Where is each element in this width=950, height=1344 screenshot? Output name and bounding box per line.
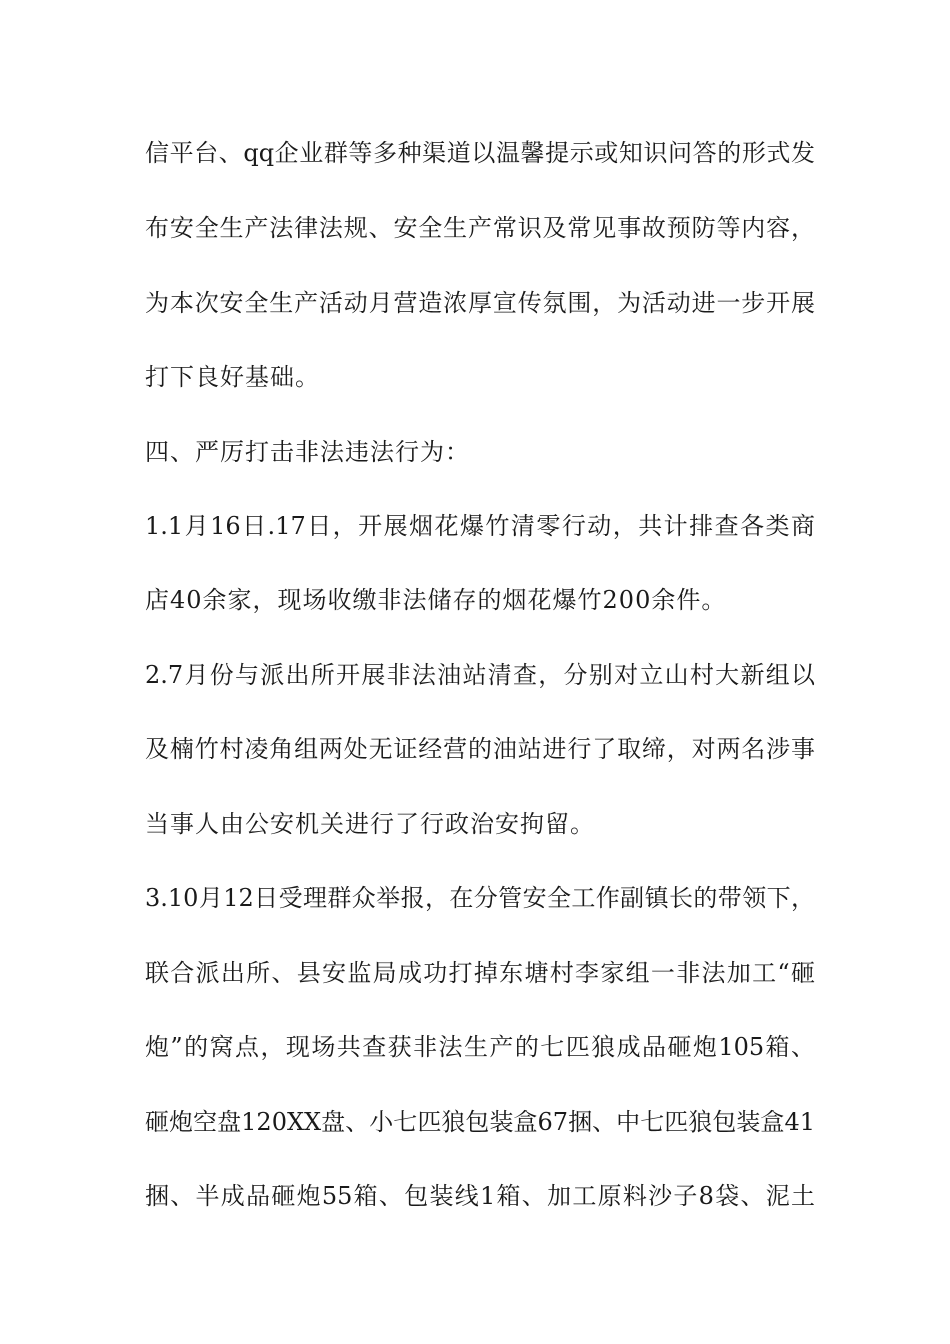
paragraph-line: 砸炮空盘120XX盘、小七匹狼包装盒67捆、中七匹狼包装盒41 (145, 1108, 815, 1136)
paragraph-line: 1.1月16日.17日，开展烟花爆竹清零行动，共计排查各类商 (145, 512, 815, 540)
paragraph-line: 炮”的窝点，现场共查获非法生产的七匹狼成品砸炮105箱、 (145, 1033, 815, 1061)
paragraph-line: 布安全生产法律法规、安全生产常识及常见事故预防等内容， (145, 214, 815, 242)
paragraph-line: 信平台、qq企业群等多种渠道以温馨提示或知识问答的形式发 (145, 139, 815, 167)
paragraph-line: 联合派出所、县安监局成功打掉东塘村李家组一非法加工“砸 (145, 959, 815, 987)
paragraph-line: 3.10月12日受理群众举报，在分管安全工作副镇长的带领下， (145, 884, 815, 912)
paragraph-line: 为本次安全生产活动月营造浓厚宣传氛围，为活动进一步开展 (145, 289, 815, 317)
paragraph-line: 打下良好基础。 (145, 363, 320, 391)
paragraph-line: 2.7月份与派出所开展非法油站清查，分别对立山村大新组以 (145, 661, 815, 689)
paragraph-line: 捆、半成品砸炮55箱、包装线1箱、加工原料沙子8袋、泥土 (145, 1182, 815, 1210)
section-heading: 四、严厉打击非法违法行为： (145, 438, 470, 466)
paragraph-line: 及楠竹村凌角组两处无证经营的油站进行了取缔，对两名涉事 (145, 735, 815, 763)
paragraph-line: 当事人由公安机关进行了行政治安拘留。 (145, 810, 595, 838)
paragraph-line: 店40余家，现场收缴非法储存的烟花爆竹200余件。 (145, 586, 727, 614)
